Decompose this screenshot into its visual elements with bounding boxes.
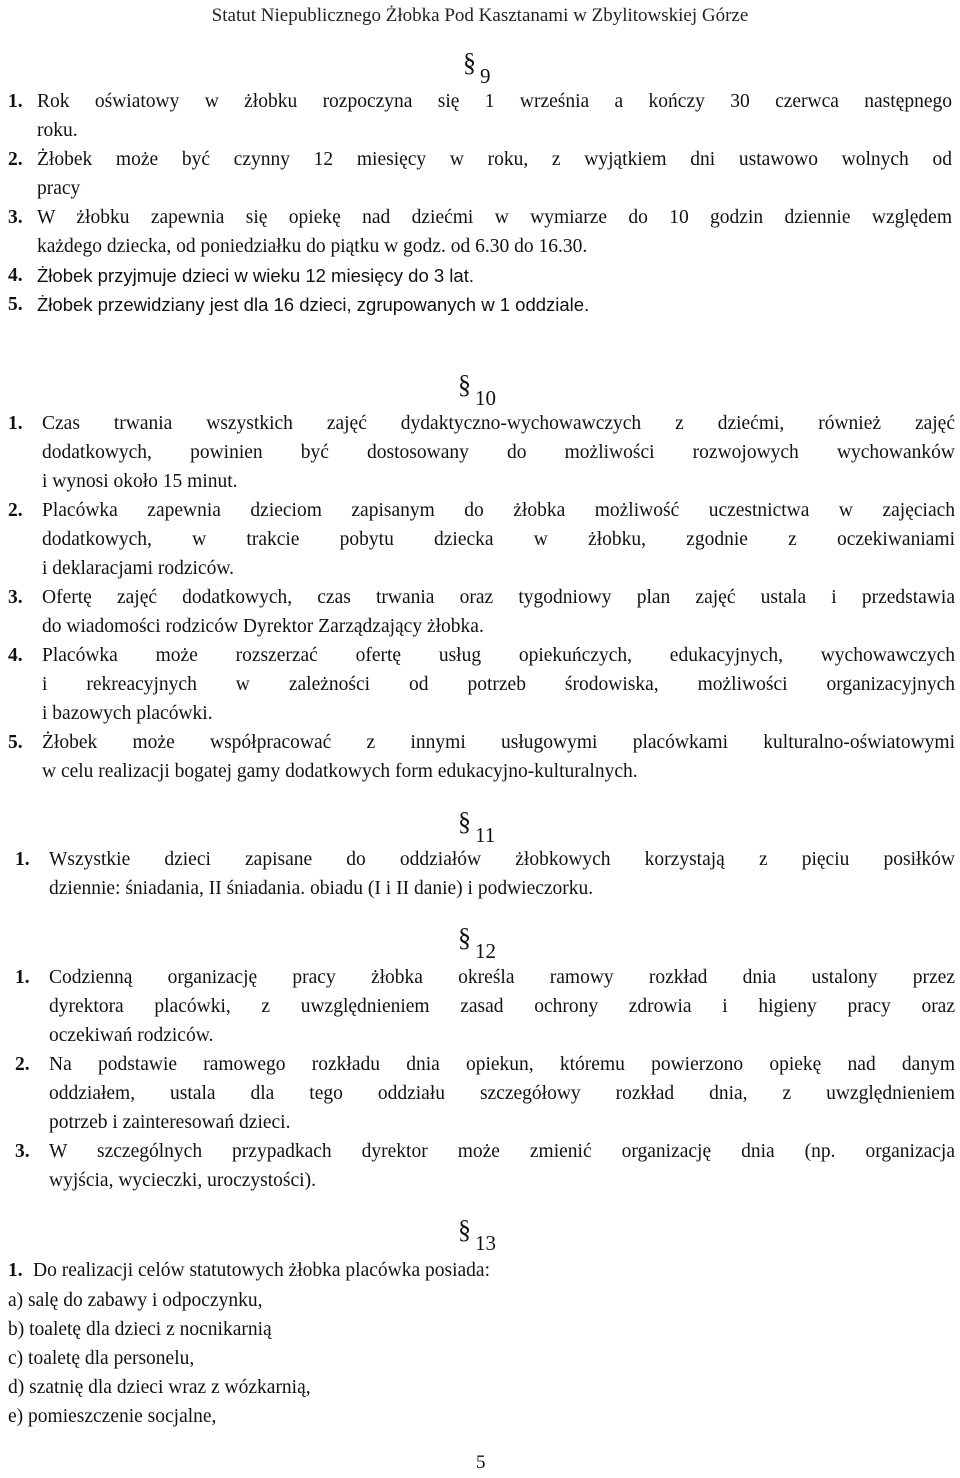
item-text-line: i rekreacyjnych w zależności od potrzeb środowiska, możliwości organizacyjnych [42, 674, 955, 695]
item-number: 1. [8, 91, 23, 112]
section-number: 11 [475, 823, 496, 847]
item-text-line: dyrektora placówki, z uwzględnieniem zasad ochrony zdrowia i higieny pracy oraz [49, 996, 955, 1017]
section-heading-11 [458, 807, 496, 849]
list-item: e) pomieszczenie socjalne, [8, 1406, 217, 1427]
item-text-line: Żłobek może współpracować z innymi usługowymi placówkami kulturalno-oświatowymi [42, 732, 955, 753]
item-text-line: Żłobek przyjmuje dzieci w wieku 12 miesięcy do 3 lat. [37, 265, 474, 286]
item-number: 4. [8, 265, 23, 286]
item-text-line: Placówka może rozszerzać ofertę usług opiekuńczych, edukacyjnych, wychowawczych [42, 645, 955, 666]
item-text-line: do wiadomości rodziców Dyrektor Zarządzający żłobka. [42, 616, 484, 637]
item-text-line: potrzeb i zainteresowań dzieci. [49, 1112, 291, 1133]
item-number: 5. [8, 294, 23, 315]
item-text-line: oddziałem, ustala dla tego oddziału szczegółowy rozkład dnia, z uwzględnieniem [49, 1083, 955, 1104]
item-number: 1. [8, 1260, 23, 1281]
item-text-line: Wszystkie dzieci zapisane do oddziałów żłobkowych korzystają z pięciu posiłków [49, 849, 955, 870]
item-text-line: każdego dziecka, od poniedziałku do piątku w godz. od 6.30 do 16.30. [37, 236, 588, 257]
item-text-line: w celu realizacji bogatej gamy dodatkowych form edukacyjno-kulturalnych. [42, 761, 638, 782]
item-text-line: dziennie: śniadania, II śniadania. obiadu (I i II danie) i podwieczorku. [49, 878, 594, 899]
item-number: 2. [8, 149, 23, 170]
item-text-line: Codzienną organizację pracy żłobka określa ramowy rozkład dnia ustalony przez [49, 967, 955, 988]
item-text-line: pracy [37, 178, 81, 199]
item-text-line: W szczególnych przypadkach dyrektor może zmienić organizację dnia (np. organizacja [49, 1141, 955, 1162]
item-number: 2. [15, 1054, 30, 1075]
item-text-line: wyjścia, wycieczki, uroczystości). [49, 1170, 316, 1191]
paragraph-symbol: § [458, 1215, 471, 1244]
item-text-line: i deklaracjami rodziców. [42, 558, 235, 579]
document-header: Statut Niepublicznego Żłobka Pod Kasztanami w Zbylitowskiej Górze [211, 5, 749, 26]
item-text-line: Ofertę zajęć dodatkowych, czas trwania oraz tygodniowy plan zajęć ustala i przedstawia [42, 587, 955, 608]
item-text-line: Placówka zapewnia dzieciom zapisanym do żłobka możliwość uczestnictwa w zajęciach [42, 500, 955, 521]
item-number: 4. [8, 645, 23, 666]
item-number: 1. [15, 967, 30, 988]
list-item: a) salę do zabawy i odpoczynku, [8, 1290, 263, 1311]
item-text-line: i wynosi około 15 minut. [42, 471, 238, 492]
item-number: 2. [8, 500, 23, 521]
item-text-line: Rok oświatowy w żłobku rozpoczyna się 1 września a kończy 30 czerwca następnego [37, 91, 952, 112]
item-text-line: Na podstawie ramowego rozkładu dnia opiekun, któremu powierzono opiekę nad danym [49, 1054, 955, 1075]
item-text-line: Żłobek przewidziany jest dla 16 dzieci, zgrupowanych w 1 oddziale. [37, 294, 590, 315]
item-number: 3. [8, 587, 23, 608]
item-text-line: oczekiwań rodziców. [49, 1025, 214, 1046]
section-number: 13 [475, 1231, 496, 1255]
item-number: 1. [15, 849, 30, 870]
paragraph-symbol: § [458, 807, 471, 836]
item-number: 3. [15, 1141, 30, 1162]
list-item: c) toaletę dla personelu, [8, 1348, 195, 1369]
section-number: 9 [480, 64, 491, 88]
list-item: b) toaletę dla dzieci z nocnikarnią [8, 1319, 272, 1340]
section-number: 12 [475, 939, 496, 963]
section-heading-10 [458, 370, 496, 412]
item-text-line: roku. [37, 120, 78, 141]
item-text-line: Do realizacji celów statutowych żłobka placówka posiada: [33, 1260, 490, 1281]
item-text-line: dodatkowych, w trakcie pobytu dziecka w żłobku, zgodnie z oczekiwaniami [42, 529, 955, 550]
item-number: 1. [8, 413, 23, 434]
paragraph-symbol: § [463, 48, 476, 77]
paragraph-symbol: § [458, 370, 471, 399]
page-number: 5 [476, 1452, 486, 1473]
item-text-line: i bazowych placówki. [42, 703, 213, 724]
section-heading-9 [463, 48, 491, 90]
section-heading-12 [458, 923, 496, 965]
item-number: 3. [8, 207, 23, 228]
item-text-line: Żłobek może być czynny 12 miesięcy w roku, z wyjątkiem dni ustawowo wolnych od [37, 149, 952, 170]
section-number: 10 [475, 386, 496, 410]
paragraph-symbol: § [458, 923, 471, 952]
item-text-line: Czas trwania wszystkich zajęć dydaktyczno-wychowawczych z dziećmi, również zajęć [42, 413, 955, 434]
item-text-line: W żłobku zapewnia się opiekę nad dziećmi w wymiarze do 10 godzin dziennie względem [37, 207, 952, 228]
item-text-line: dodatkowych, powinien być dostosowany do możliwości rozwojowych wychowanków [42, 442, 955, 463]
item-number: 5. [8, 732, 23, 753]
list-item: d) szatnię dla dzieci wraz z wózkarnią, [8, 1377, 311, 1398]
section-heading-13 [458, 1215, 496, 1257]
